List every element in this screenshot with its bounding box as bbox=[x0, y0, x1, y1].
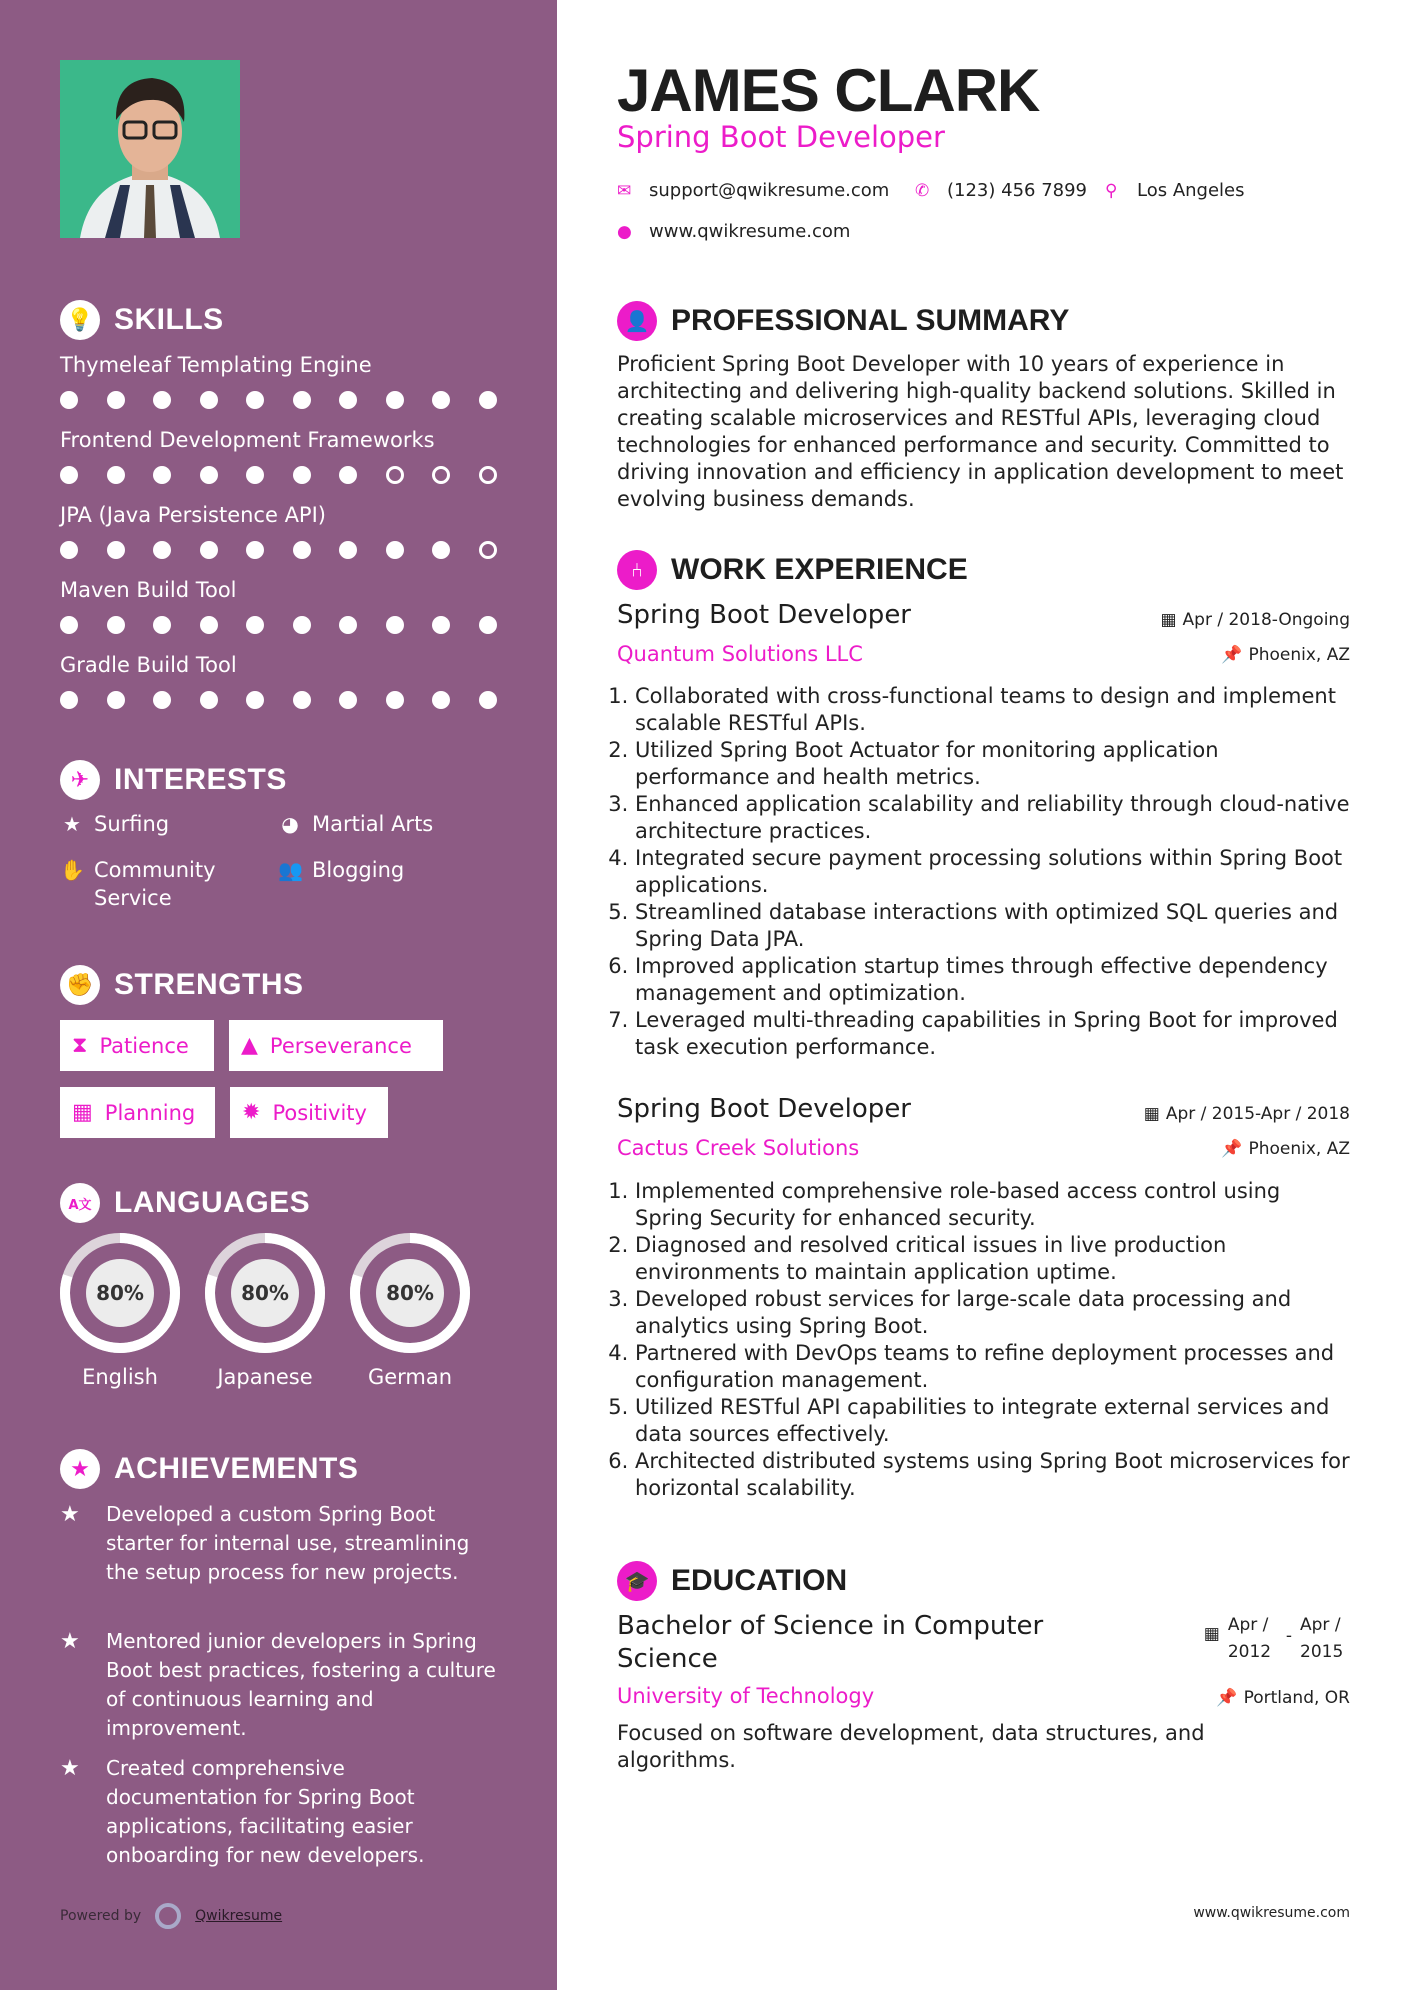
job-bullet: 6. Improved application startup times through effective dependency management and optimization. bbox=[635, 953, 1350, 1007]
calendar-icon: ▦ bbox=[72, 1100, 93, 1125]
language-item bbox=[58, 1231, 182, 1389]
qwikresume-link[interactable]: Qwikresume bbox=[195, 1908, 283, 1924]
rating-dot-filled bbox=[200, 466, 218, 484]
interest-item: ◕ Martial Arts bbox=[278, 810, 433, 838]
rating-dot-filled bbox=[246, 466, 264, 484]
skill-rating bbox=[60, 616, 497, 634]
paper-plane-icon: ✈ bbox=[60, 760, 100, 800]
globe-icon: ◕ bbox=[281, 812, 299, 836]
language-name: English bbox=[82, 1365, 158, 1389]
language-percent: 80% bbox=[96, 1281, 144, 1305]
calendar-icon: ▦ bbox=[1160, 610, 1177, 630]
skill-name: Maven Build Tool bbox=[60, 578, 237, 602]
skill-rating bbox=[60, 466, 497, 484]
language-name: German bbox=[367, 1365, 453, 1389]
rating-dot-filled bbox=[246, 541, 264, 559]
pushpin-icon: 📌 bbox=[1221, 645, 1243, 665]
rating-dot-filled bbox=[153, 391, 171, 409]
rating-dot-filled bbox=[386, 616, 404, 634]
rating-dot-filled bbox=[60, 541, 78, 559]
rating-dot-filled bbox=[60, 391, 78, 409]
language-percent: 80% bbox=[386, 1281, 434, 1305]
job-company: Quantum Solutions LLC bbox=[617, 642, 863, 666]
job-bullet: 4. Integrated secure payment processing solutions within Spring Boot applications. bbox=[635, 845, 1350, 899]
job-bullet: 1. Implemented comprehensive role-based access control using Spring Security for enhanced security. bbox=[635, 1178, 1350, 1232]
skill-rating bbox=[60, 541, 497, 559]
rating-dot-filled bbox=[339, 541, 357, 559]
rating-dot-filled bbox=[60, 616, 78, 634]
qwikresume-logo-icon bbox=[155, 1903, 181, 1929]
rating-dot-filled bbox=[107, 616, 125, 634]
school: University of Technology bbox=[617, 1684, 875, 1708]
footer-website[interactable]: www.qwikresume.com bbox=[1193, 1905, 1350, 1921]
skill-name: Thymeleaf Templating Engine bbox=[60, 353, 372, 377]
rating-dot-filled bbox=[293, 391, 311, 409]
rating-dot-filled bbox=[432, 691, 450, 709]
contact-website: ● www.qwikresume.com bbox=[617, 221, 851, 242]
shooting-star-icon: ★ bbox=[60, 1629, 80, 1654]
shooting-star-icon: ★ bbox=[60, 1756, 80, 1781]
rating-dot-filled bbox=[200, 691, 218, 709]
job-bullet: 5. Streamlined database interactions with optimized SQL queries and Spring Data JPA. bbox=[635, 899, 1350, 953]
rating-dot-filled bbox=[246, 391, 264, 409]
skill-name: Gradle Build Tool bbox=[60, 653, 237, 677]
interest-item: ✋ Community Service bbox=[60, 858, 216, 910]
users-icon: 👥 bbox=[278, 858, 303, 882]
skill-name: Frontend Development Frameworks bbox=[60, 428, 435, 452]
candidate-name: JAMES CLARK bbox=[617, 57, 1040, 124]
rating-dot-filled bbox=[339, 391, 357, 409]
job-title: Spring Boot Developer bbox=[617, 1094, 911, 1124]
achievement-item: ★ Mentored junior developers in Spring Boot best practices, fostering a culture of continuous learning and improvement. bbox=[60, 1627, 500, 1743]
rating-dot-empty bbox=[386, 466, 404, 484]
hand-icon: ✋ bbox=[60, 858, 85, 882]
rating-dot-filled bbox=[200, 616, 218, 634]
fist-icon: ✊ bbox=[60, 965, 100, 1005]
rating-dot-filled bbox=[432, 616, 450, 634]
interest-item: 👥 Blogging bbox=[278, 858, 405, 882]
rating-dot-filled bbox=[107, 691, 125, 709]
rating-dot-filled bbox=[246, 691, 264, 709]
phone-icon: ✆ bbox=[915, 180, 930, 201]
job-bullet: 6. Architected distributed systems using Spring Boot microservices for horizontal scalability. bbox=[635, 1448, 1350, 1502]
interests-heading: ✈ INTERESTS bbox=[60, 760, 287, 800]
skills-heading: 💡 SKILLS bbox=[60, 300, 224, 340]
strength-chip: ▦ Planning bbox=[60, 1087, 215, 1138]
job-bullets bbox=[617, 1178, 1350, 1502]
achievement-item: ★ Developed a custom Spring Boot starter for internal use, streamlining the setup process for new projects. bbox=[60, 1500, 500, 1587]
contact-phone: ✆ (123) 456 7899 bbox=[915, 180, 1088, 201]
shooting-star-icon: ★ bbox=[60, 1502, 80, 1527]
calendar-icon: ▦ bbox=[1203, 1624, 1220, 1644]
sidebar bbox=[0, 0, 557, 1990]
rating-dot-filled bbox=[432, 541, 450, 559]
graduate-icon: 🎓 bbox=[617, 1561, 657, 1601]
job-dates: ▦ Apr / 2018-Ongoing bbox=[1160, 610, 1350, 630]
job-bullet: 1. Collaborated with cross-functional teams to design and implement scalable RESTful APIs. bbox=[635, 683, 1350, 737]
interest-item: ★ Surfing bbox=[60, 810, 169, 838]
achievements-heading: ★ ACHIEVEMENTS bbox=[60, 1449, 358, 1489]
rating-dot-filled bbox=[479, 691, 497, 709]
powered-by: Powered by Qwikresume bbox=[60, 1903, 282, 1929]
rating-dot-filled bbox=[386, 691, 404, 709]
rating-dot-filled bbox=[293, 616, 311, 634]
job-dates: ▦ Apr / 2015-Apr / 2018 bbox=[1143, 1104, 1350, 1124]
education-dates: ▦ Apr / 2012 - Apr / 2015 bbox=[1203, 1615, 1344, 1662]
job-location: 📌 Phoenix, AZ bbox=[1221, 1139, 1350, 1159]
rating-dot-filled bbox=[153, 541, 171, 559]
rating-dot-filled bbox=[293, 691, 311, 709]
date-separator: - bbox=[1285, 1626, 1292, 1646]
envelope-icon: ✉ bbox=[617, 180, 632, 201]
chair-icon: ⑃ bbox=[617, 550, 657, 590]
rating-dot-filled bbox=[479, 616, 497, 634]
rating-dot-filled bbox=[339, 691, 357, 709]
strength-chip: ✹ Positivity bbox=[230, 1087, 388, 1138]
job-company: Cactus Creek Solutions bbox=[617, 1136, 860, 1160]
rating-dot-filled bbox=[479, 391, 497, 409]
rating-dot-filled bbox=[246, 616, 264, 634]
rating-dot-filled bbox=[339, 616, 357, 634]
rating-dot-filled bbox=[293, 541, 311, 559]
rating-dot-filled bbox=[293, 466, 311, 484]
rating-dot-filled bbox=[386, 541, 404, 559]
contact-email: ✉ support@qwikresume.com bbox=[617, 180, 890, 201]
lightbulb-icon: 💡 bbox=[60, 300, 100, 340]
job-bullet: 2. Diagnosed and resolved critical issues in live production environments to maintain application uptime. bbox=[635, 1232, 1350, 1286]
rating-dot-empty bbox=[479, 466, 497, 484]
languages-heading: A文 LANGUAGES bbox=[60, 1183, 310, 1223]
job-bullet: 3. Developed robust services for large-scale data processing and analytics using Spring Boot. bbox=[635, 1286, 1350, 1340]
job-bullet: 5. Utilized RESTful API capabilities to integrate external services and data sources effectively. bbox=[635, 1394, 1350, 1448]
hourglass-icon: ⧗ bbox=[72, 1033, 88, 1058]
profile-photo bbox=[60, 60, 240, 238]
education-location: 📌 Portland, OR bbox=[1216, 1688, 1350, 1708]
translate-icon: A文 bbox=[60, 1183, 100, 1223]
rating-dot-filled bbox=[200, 391, 218, 409]
globe-icon: ● bbox=[617, 221, 632, 242]
job-title: Spring Boot Developer bbox=[617, 600, 911, 630]
contact-location: ⚲ Los Angeles bbox=[1105, 180, 1245, 201]
rating-dot-filled bbox=[153, 616, 171, 634]
language-name: Japanese bbox=[217, 1365, 313, 1389]
pushpin-icon: 📌 bbox=[1216, 1688, 1238, 1708]
degree: Bachelor of Science in Computer Science bbox=[617, 1611, 1044, 1674]
rating-dot-filled bbox=[153, 466, 171, 484]
language-percent: 80% bbox=[241, 1281, 289, 1305]
language-item bbox=[203, 1231, 327, 1389]
education-description: Focused on software development, data structures, and algorithms. bbox=[617, 1721, 1205, 1772]
candidate-title: Spring Boot Developer bbox=[617, 120, 945, 154]
language-item bbox=[348, 1231, 472, 1389]
rating-dot-filled bbox=[60, 466, 78, 484]
skill-rating bbox=[60, 691, 497, 709]
education-heading: 🎓 EDUCATION bbox=[617, 1561, 847, 1601]
job-bullet: 7. Leveraged multi-threading capabilities in Spring Boot for improved task execution performance. bbox=[635, 1007, 1350, 1061]
job-bullet: 2. Utilized Spring Boot Actuator for monitoring application performance and health metrics. bbox=[635, 737, 1350, 791]
user-icon: 👤 bbox=[617, 301, 657, 341]
strengths-heading: ✊ STRENGTHS bbox=[60, 965, 304, 1005]
strength-chip: ⧗ Patience bbox=[60, 1020, 214, 1071]
rating-dot-filled bbox=[107, 466, 125, 484]
star-icon: ★ bbox=[60, 1449, 100, 1489]
rating-dot-filled bbox=[432, 391, 450, 409]
sun-icon: ✹ bbox=[242, 1100, 261, 1125]
star-icon: ★ bbox=[63, 812, 81, 836]
work-heading: ⑃ WORK EXPERIENCE bbox=[617, 550, 968, 590]
skill-rating bbox=[60, 391, 497, 409]
rating-dot-filled bbox=[339, 466, 357, 484]
road-icon: ▲ bbox=[241, 1033, 258, 1058]
job-bullet: 3. Enhanced application scalability and reliability through cloud-native architecture practices. bbox=[635, 791, 1350, 845]
pushpin-icon: 📌 bbox=[1221, 1139, 1243, 1159]
job-bullet: 4. Partnered with DevOps teams to refine deployment processes and configuration management. bbox=[635, 1340, 1350, 1394]
rating-dot-empty bbox=[479, 541, 497, 559]
rating-dot-filled bbox=[153, 691, 171, 709]
achievement-item: ★ Created comprehensive documentation for Spring Boot applications, facilitating easier onboarding for new developers. bbox=[60, 1754, 500, 1870]
skill-name: JPA (Java Persistence API) bbox=[60, 503, 326, 527]
map-pin-icon: ⚲ bbox=[1105, 180, 1118, 201]
job-location: 📌 Phoenix, AZ bbox=[1221, 645, 1350, 665]
rating-dot-filled bbox=[107, 541, 125, 559]
summary-text: Proficient Spring Boot Developer with 10 years of experience in architecting and delivering high-quality backend solutions. Skilled in creating scalable microservices and RESTful APIs, leveraging cloud technologies for enhanced performance and security. Committed to driving innovation and efficiency in application development to meet evolving business demands. bbox=[617, 352, 1344, 511]
rating-dot-filled bbox=[200, 541, 218, 559]
summary-heading: 👤 PROFESSIONAL SUMMARY bbox=[617, 301, 1069, 341]
job-bullets bbox=[617, 683, 1350, 1061]
strength-chip: ▲ Perseverance bbox=[229, 1020, 443, 1071]
calendar-icon: ▦ bbox=[1143, 1104, 1160, 1124]
rating-dot-filled bbox=[386, 391, 404, 409]
rating-dot-empty bbox=[432, 466, 450, 484]
rating-dot-filled bbox=[60, 691, 78, 709]
rating-dot-filled bbox=[107, 391, 125, 409]
